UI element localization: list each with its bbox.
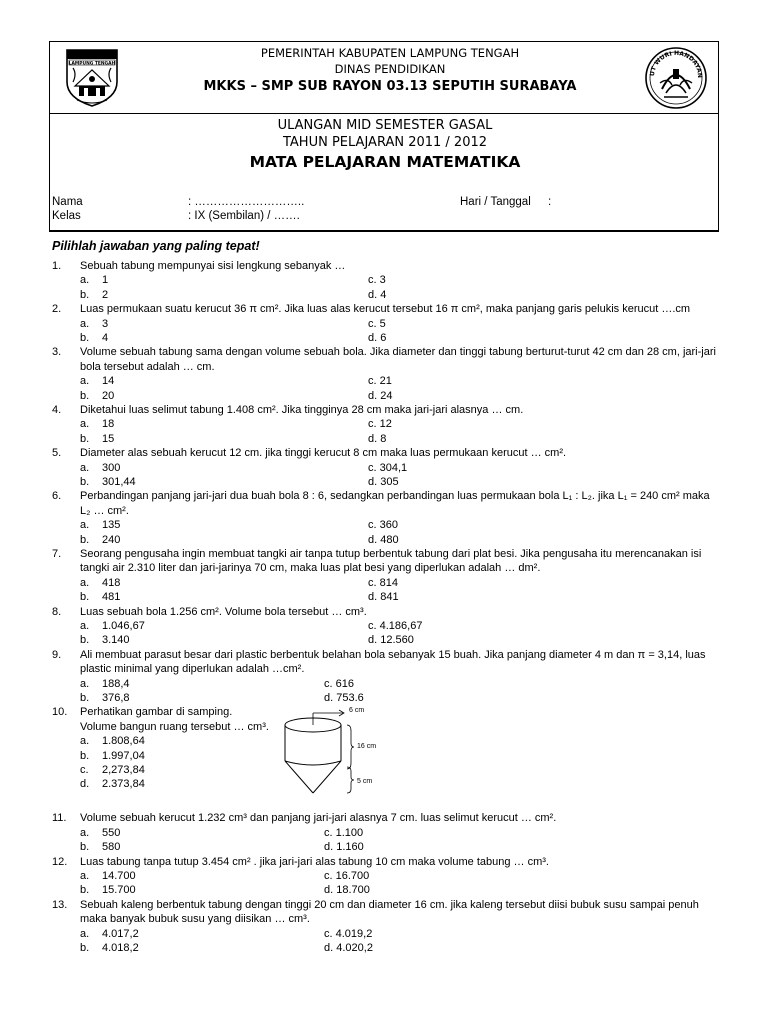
- option-c: c. 12: [368, 418, 392, 431]
- option-c: c. 5: [368, 317, 386, 330]
- option-a: 550: [102, 826, 121, 839]
- nama-value: : ………………………..: [188, 196, 305, 208]
- question-number: 2.: [52, 303, 62, 316]
- option-b: 20: [102, 389, 115, 402]
- subject-title: MATA PELAJARAN MATEMATIKA: [249, 153, 521, 171]
- option-d: d. 18.700: [324, 884, 370, 897]
- question-text: Diketahui luas selimut tabung 1.408 cm². Jika tingginya 28 cm maka jari-jari alasnya … cm.: [80, 403, 524, 416]
- option-a: 1.046,67: [102, 619, 145, 632]
- option-d: 2.373,84: [102, 778, 145, 791]
- option-c: c. 814: [368, 576, 398, 589]
- hari-label: Hari / Tanggal: [460, 196, 531, 208]
- option-b: 301,44: [102, 475, 136, 488]
- option-a: 300: [102, 461, 121, 474]
- question-text-2: Volume bangun ruang tersebut … cm³.: [80, 720, 269, 733]
- option-c: c. 16.700: [324, 869, 370, 882]
- option-d: d. 305: [368, 475, 399, 488]
- question-3: 3. Volume sebuah tabung sama dengan volume sebuah bola. Jika diameter dan tinggi tabung berturut-turut 42 cm dan 28 cm, jari-jari bola tersebut adalah … cm. a. 14 c. 21 b. 20 d. 24: [52, 345, 718, 403]
- option-b: 3.140: [102, 634, 130, 647]
- question-6: 6. Perbandingan panjang jari-jari dua buah bola 8 : 6, sedangkan perbandingan luas permukaan bola L₁ : L₂. jika L₁ = 240 cm² maka L₂ … cm². a. 135 c. 360 b. 240 d. 480: [52, 489, 718, 547]
- question-list: [52, 259, 718, 955]
- question-text: Perbandingan panjang jari-jari dua buah bola 8 : 6, sedangkan perbandingan luas permukaan bola L₁ : L₂. jika L₁ = 240 cm² maka L₂ … cm².: [80, 490, 710, 517]
- svg-text:5 cm: 5 cm: [357, 778, 373, 786]
- question-number: 4.: [52, 403, 62, 416]
- option-d: d. 4: [368, 288, 387, 301]
- option-c: 2,273,84: [102, 763, 145, 776]
- option-b: 4.018,2: [102, 941, 139, 954]
- option-c: c. 4.019,2: [324, 927, 373, 940]
- question-number: 11.: [52, 812, 67, 825]
- question-text: Ali membuat parasut besar dari plastic berbentuk belahan bola sebanyak 15 buah. Jika panjang diameter 4 m dan π = 3,14, luas plastic minimal yang diperlukan adalah …cm².: [80, 648, 706, 676]
- option-d: d. 841: [368, 591, 399, 604]
- option-d: d. 24: [368, 389, 393, 402]
- option-c: c. 1.100: [324, 826, 364, 839]
- option-b: 1.997,04: [102, 749, 145, 762]
- option-d: d. 1.160: [324, 841, 364, 854]
- option-b: 15.700: [102, 884, 136, 897]
- header-line-2: DINAS PENDIDIKAN: [334, 62, 446, 76]
- question-9: 9. Ali membuat parasut besar dari plastic berbentuk belahan bola sebanyak 15 buah. Jika panjang diameter 4 m dan π = 3,14, luas plastic minimal yang diperlukan adalah …cm². a. 188,4 c. 616 b. 376,8 d. 753.6: [52, 648, 718, 706]
- question-number: 1.: [52, 260, 62, 272]
- question-2: 2. Luas permukaan suatu kerucut 36 π cm². Jika luas alas kerucut tersebut 16 π cm², maka panjang garis pelukis kerucut ….cm a. 3 c. 5 b. 4 d. 6: [52, 302, 718, 345]
- option-a: 1: [102, 274, 109, 287]
- option-b: 580: [102, 841, 121, 854]
- question-number: 12.: [52, 855, 68, 868]
- header-line-1: PEMERINTAH KABUPATEN LAMPUNG TENGAH: [260, 46, 520, 60]
- question-number: 10.: [52, 706, 68, 719]
- option-c: c. 3: [368, 274, 386, 287]
- question-10: 10. Perhatikan gambar di samping. Volume bangun ruang tersebut … cm³. a. 1.808,64 b. 1.997,04 c. 2,273,84 d. 2.373,84 6 cm 16 cm 5 cm: [52, 705, 718, 811]
- question-number: 8.: [52, 605, 62, 618]
- question-13: 13. Sebuah kaleng berbentuk tabung dengan tinggi 20 cm dan diameter 16 cm. jika kaleng tersebut diisi bubuk susu sampai penuh maka banyak bubuk susu yang diisikan … cm³. a. 4.017,2 c. 4.019,2 b. 4.018,2 d. 4.020,2: [52, 898, 718, 956]
- option-c: c. 360: [368, 519, 398, 532]
- question-text: Diameter alas sebuah kerucut 12 cm. jika tinggi kerucut 8 cm maka luas permukaan kerucut … cm².: [80, 447, 567, 460]
- question-number: 13.: [52, 898, 68, 911]
- option-a: 4.017,2: [102, 927, 139, 940]
- option-c: c. 616: [324, 677, 354, 690]
- kelas-label: Kelas: [52, 210, 81, 222]
- option-d: d. 8: [368, 432, 387, 445]
- question-number: 7.: [52, 547, 62, 560]
- option-b: 481: [102, 591, 121, 604]
- option-b: 240: [102, 533, 121, 546]
- instruction: Pilihlah jawaban yang paling tepat!: [52, 239, 260, 253]
- exam-title: ULANGAN MID SEMESTER GASAL: [277, 118, 493, 133]
- nama-label: Nama: [52, 196, 83, 208]
- kelas-value: : IX (Sembilan) / …….: [188, 210, 300, 222]
- option-a: 14: [102, 375, 115, 388]
- option-d: d. 6: [368, 331, 387, 344]
- option-row: a. 1 c. 3: [80, 274, 386, 287]
- option-a: 3: [102, 317, 109, 330]
- option-c: c. 21: [368, 375, 392, 388]
- question-text: Sebuah kaleng berbentuk tabung dengan tinggi 20 cm dan diameter 16 cm. jika kaleng tersebut diisi bubuk susu sampai penuh maka banyak bubuk susu yang diisikan … cm³.: [80, 898, 699, 926]
- header-divider: [49, 113, 719, 114]
- option-a: 1.808,64: [102, 735, 145, 748]
- option-a: 14.700: [102, 869, 136, 882]
- option-d: d. 480: [368, 533, 399, 546]
- tut-wuri-handayani-logo: [642, 47, 710, 109]
- hari-value: :: [548, 196, 552, 208]
- option-d: d. 12.560: [368, 634, 414, 647]
- question-text: Perhatikan gambar di samping.: [80, 706, 233, 719]
- option-a: 188,4: [102, 677, 130, 690]
- question-number: 5.: [52, 447, 62, 460]
- option-c: c. 4.186,67: [368, 619, 423, 632]
- svg-text:LAMPUNG TENGAH: LAMPUNG TENGAH: [68, 61, 116, 67]
- option-b: 4: [102, 331, 109, 344]
- option-a: 135: [102, 519, 121, 532]
- option-a: 418: [102, 576, 121, 589]
- question-text: Luas sebuah bola 1.256 cm². Volume bola tersebut … cm³.: [80, 605, 367, 618]
- svg-text:TUT WURI HANDAYANI: UT WURI HANDAYAN: [648, 49, 704, 79]
- question-number: 3.: [52, 346, 62, 359]
- academic-year: TAHUN PELAJARAN 2011 / 2012: [282, 135, 488, 150]
- svg-text:6 cm: 6 cm: [349, 707, 365, 715]
- option-b: 15: [102, 432, 115, 445]
- option-b: 376,8: [102, 691, 130, 704]
- question-text: Seorang pengusaha ingin membuat tangki air tanpa tutup berbentuk tabung dari plat besi. Jika pengusaha itu merencanakan isi tangki air 2.310 liter dan jari-jarinya 70 cm, maka luas plat besi yang diperlukan adalah … dm².: [80, 547, 702, 575]
- question-7: 7. Seorang pengusaha ingin membuat tangki air tanpa tutup berbentuk tabung dari plat besi. Jika pengusaha itu merencanakan isi tangki air 2.310 liter dan jari-jarinya 70 cm, maka luas plat besi yang diperlukan adalah … dm². a. 418 c. 814 b. 481 d. 841: [52, 547, 718, 605]
- question-5: 5. Diameter alas sebuah kerucut 12 cm. jika tinggi kerucut 8 cm maka luas permukaan kerucut … cm². a. 300 c. 304,1 b. 301,44 d. 305: [52, 446, 718, 489]
- question-8: 8. Luas sebuah bola 1.256 cm². Volume bola tersebut … cm³. a. 1.046,67 c. 4.186,67 b. 3.140 d. 12.560: [52, 605, 718, 648]
- question-12: 12. Luas tabung tanpa tutup 3.454 cm² . jika jari-jari alas tabung 10 cm maka volume tabung … cm³. a. 14.700 c. 16.700 b. 15.700 d. 18.700: [52, 855, 718, 898]
- question-4: 4. Diketahui luas selimut tabung 1.408 cm². Jika tingginya 28 cm maka jari-jari alasnya … cm. a. 18 c. 12 b. 15 d. 8: [52, 403, 718, 446]
- option-row: b. 2 d. 4: [80, 288, 387, 301]
- lampung-tengah-logo: [63, 46, 121, 108]
- option-d: d. 753.6: [324, 691, 364, 704]
- question-1: [52, 259, 718, 302]
- question-text: Sebuah tabung mempunyai sisi lengkung sebanyak …: [80, 260, 346, 272]
- info-divider: [49, 231, 719, 232]
- option-d: d. 4.020,2: [324, 941, 373, 954]
- question-text: Luas tabung tanpa tutup 3.454 cm² . jika jari-jari alas tabung 10 cm maka volume tabung … cm³.: [80, 855, 549, 868]
- option-c: c. 304,1: [368, 461, 408, 474]
- question-text: Luas permukaan suatu kerucut 36 π cm². Jika luas alas kerucut tersebut 16 π cm², maka panjang garis pelukis kerucut ….cm: [80, 303, 691, 316]
- svg-text:16 cm: 16 cm: [357, 743, 377, 751]
- option-a: 18: [102, 418, 115, 431]
- question-text: Volume sebuah tabung sama dengan volume sebuah bola. Jika diameter dan tinggi tabung berturut-turut 42 cm dan 28 cm, jari-jari bola tersebut adalah … cm.: [80, 346, 716, 373]
- header-line-3: MKKS – SMP SUB RAYON 03.13 SEPUTIH SURABAYA: [203, 79, 577, 94]
- question-number: 9.: [52, 648, 62, 661]
- question-number: 6.: [52, 490, 62, 503]
- question-text: Volume sebuah kerucut 1.232 cm³ dan panjang jari-jari alasnya 7 cm. luas selimut kerucut … cm².: [80, 812, 557, 825]
- cylinder-cone-figure: [277, 701, 417, 801]
- question-11: 11. Volume sebuah kerucut 1.232 cm³ dan panjang jari-jari alasnya 7 cm. luas selimut kerucut … cm². a. 550 c. 1.100 b. 580 d. 1.160: [52, 811, 718, 854]
- option-b: 2: [102, 288, 109, 301]
